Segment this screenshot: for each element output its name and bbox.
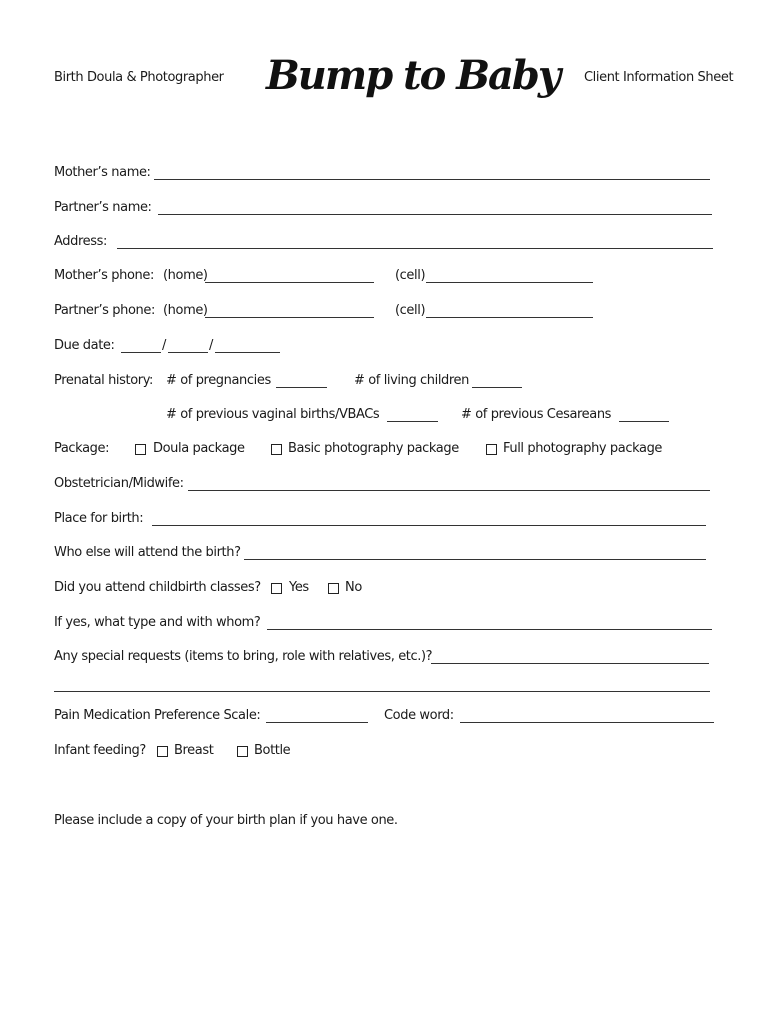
cesareans-label: # of previous Cesareans [461,407,612,422]
doula-package-checkbox[interactable] [135,444,146,455]
special-requests-field[interactable] [431,663,709,664]
package-label: Package: [54,441,110,456]
mother-name-field[interactable] [154,179,710,180]
brand-logo: Bump to Baby [266,52,560,99]
class-type-field[interactable] [267,629,712,630]
mother-phone-label: Mother’s phone: [54,268,154,283]
partner-phone-home-label: (home) [163,303,208,318]
breast-label: Breast [174,743,214,758]
basic-photography-label: Basic photography package [288,441,459,456]
address-label: Address: [54,234,107,249]
attendees-label: Who else will attend the birth? [54,545,241,560]
infant-feeding-label: Infant feeding? [54,743,146,758]
vaginal-births-field[interactable] [387,421,438,422]
partner-name-field[interactable] [158,214,712,215]
due-date-day-field[interactable] [168,352,208,353]
basic-photography-checkbox[interactable] [271,444,282,455]
living-children-field[interactable] [472,387,522,388]
partner-name-label: Partner’s name: [54,200,152,215]
mother-phone-home-field[interactable] [205,282,374,283]
header-subtitle-left: Birth Doula & Photographer [54,70,224,85]
class-type-label: If yes, what type and with whom? [54,615,261,630]
classes-yes-checkbox[interactable] [271,583,282,594]
cesareans-field[interactable] [619,421,669,422]
pain-scale-label: Pain Medication Preference Scale: [54,708,261,723]
due-date-slash-1: / [162,338,166,353]
due-date-month-field[interactable] [121,352,161,353]
mother-phone-home-label: (home) [163,268,208,283]
classes-no-label: No [345,580,362,595]
due-date-slash-2: / [209,338,213,353]
place-for-birth-label: Place for birth: [54,511,144,526]
code-word-field[interactable] [460,722,714,723]
childbirth-classes-label: Did you attend childbirth classes? [54,580,261,595]
partner-phone-label: Partner’s phone: [54,303,155,318]
address-field[interactable] [117,248,713,249]
due-date-year-field[interactable] [215,352,280,353]
attendees-field[interactable] [244,559,706,560]
classes-yes-label: Yes [289,580,309,595]
partner-phone-home-field[interactable] [205,317,374,318]
mother-name-label: Mother’s name: [54,165,151,180]
special-requests-field-line-2[interactable] [54,691,710,692]
vaginal-births-label: # of previous vaginal births/VBACs [166,407,380,422]
obstetrician-field[interactable] [188,490,710,491]
mother-phone-cell-field[interactable] [426,282,593,283]
pain-scale-field[interactable] [266,722,368,723]
pregnancies-label: # of pregnancies [166,373,271,388]
birth-plan-note: Please include a copy of your birth plan if you have one. [54,813,398,828]
doula-package-label: Doula package [153,441,245,456]
partner-phone-cell-field[interactable] [426,317,593,318]
prenatal-history-label: Prenatal history: [54,373,154,388]
classes-no-checkbox[interactable] [328,583,339,594]
full-photography-label: Full photography package [503,441,663,456]
pregnancies-field[interactable] [276,387,327,388]
code-word-label: Code word: [384,708,454,723]
breast-checkbox[interactable] [157,746,168,757]
bottle-label: Bottle [254,743,291,758]
obstetrician-label: Obstetrician/Midwife: [54,476,184,491]
full-photography-checkbox[interactable] [486,444,497,455]
bottle-checkbox[interactable] [237,746,248,757]
header-title-right: Client Information Sheet [584,70,734,85]
special-requests-label: Any special requests (items to bring, role with relatives, etc.)? [54,649,433,664]
place-for-birth-field[interactable] [152,525,706,526]
living-children-label: # of living children [354,373,469,388]
due-date-label: Due date: [54,338,115,353]
mother-phone-cell-label: (cell) [395,268,426,283]
partner-phone-cell-label: (cell) [395,303,426,318]
